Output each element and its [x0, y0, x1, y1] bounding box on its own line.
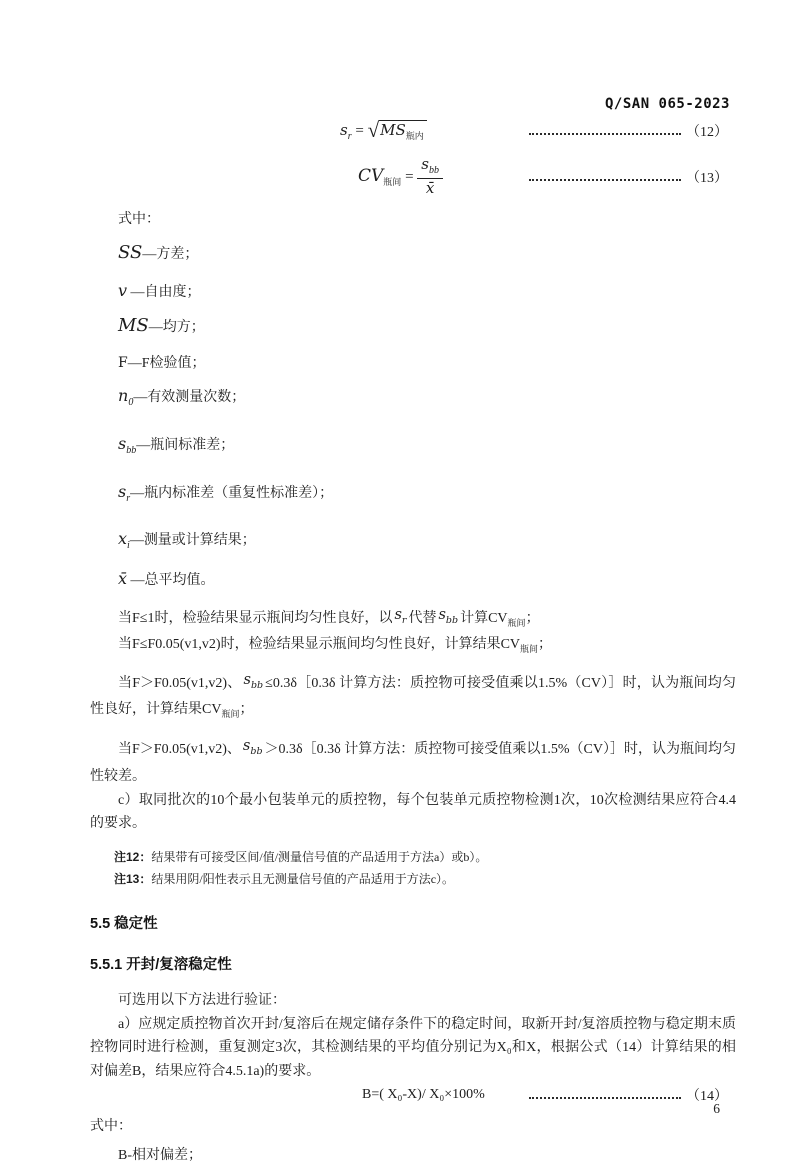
- dash: —: [130, 485, 145, 501]
- symbol-sbb-inline: $s_{bb}$: [243, 671, 264, 691]
- para-f-gt-good: [90, 670, 736, 723]
- symbol-SS: SS: [118, 242, 143, 263]
- text: 当F＞F0.05(v1,v2)、: [118, 742, 241, 758]
- subscript-between-bottle: 瓶间: [507, 617, 526, 628]
- doc-code: Q/SAN 065-2023: [604, 96, 730, 112]
- subscript-r: r: [347, 131, 352, 142]
- section-heading-5-5: 5.5 稳定性: [90, 916, 158, 933]
- definition-v: [118, 281, 736, 301]
- symbol-sbb: s: [118, 433, 127, 453]
- text: ；: [538, 637, 553, 653]
- para-f-le-f005: [90, 632, 736, 657]
- text: ＞0.3δ［0.3δ 计算方法：质控物可接受值乘以1.5%（CV）］时，认为瓶间均匀性较差。: [90, 742, 736, 784]
- subscript-i: i: [127, 540, 130, 552]
- text: ；: [525, 611, 540, 627]
- symbol-MS: MS: [118, 315, 149, 336]
- text: 当F＞F0.05(v1,v2)、: [118, 675, 242, 691]
- para-item-a: a）应规定质控物首次开封/复溶后在规定储存条件下的稳定时间，取新开封/复溶质控物与稳定期末质控物同时进行检测，重复测定3次，其检测结果的平均值分别记为X₀和X，根据公式（14）计算结果的相对偏差B，结果应符合4.5.1a)的要求。: [90, 1016, 736, 1079]
- text: 代替: [408, 611, 437, 627]
- subscript-bb: bb: [428, 165, 439, 176]
- para-f-gt-poor: [90, 736, 736, 789]
- fraction-numerator: [417, 157, 443, 179]
- dash: —: [127, 356, 142, 371]
- subscript-0: 0: [128, 396, 134, 408]
- note-13-label: 注13：: [114, 871, 152, 886]
- dash: —: [130, 285, 145, 300]
- symbol-n0: n: [118, 386, 129, 405]
- symbol-sbb-inline: $s_{bb}$: [242, 738, 263, 758]
- dash: —: [142, 247, 157, 262]
- para-stability-intro: 可选用以下方法进行验证：: [118, 993, 286, 1009]
- formula-13: [358, 157, 443, 196]
- subscript-between-bottle: 瓶间: [221, 708, 240, 719]
- definition-F: [118, 352, 736, 372]
- definition-text: 自由度；: [144, 285, 201, 300]
- dash: —: [130, 573, 145, 589]
- dot-leader: [529, 133, 681, 135]
- subscript-between-bottle: 瓶间: [520, 644, 539, 655]
- definition-MS: [118, 315, 736, 336]
- symbol-F: F: [118, 355, 128, 371]
- note-12: [114, 847, 736, 869]
- formula-14: B=( X₀-X)/ X₀×100%: [362, 1087, 485, 1103]
- definition-text: 方差；: [156, 247, 199, 262]
- definition-text: 瓶间标准差；: [150, 437, 235, 453]
- dot-leader: [529, 1097, 681, 1099]
- definition-text: F检验值；: [141, 356, 206, 371]
- note-12-text: 结果带有可接受区间/值/测量信号值的产品适用于方法a）或b）。: [151, 850, 488, 865]
- symbol-s: s: [340, 121, 348, 139]
- formula-12-row: [90, 118, 736, 143]
- subscript-between-bottle: 瓶间: [383, 177, 402, 187]
- formula-13-number: （13）: [686, 170, 728, 186]
- radicand: [379, 120, 427, 142]
- dot-leader: [529, 179, 681, 181]
- section-heading-5-5-1: 5.5.1 开封/复溶稳定性: [90, 957, 232, 974]
- fraction: [417, 157, 443, 196]
- page-number: 6: [713, 1101, 720, 1116]
- definition-xbar: [118, 569, 736, 589]
- where-label-2: 式中：: [90, 1119, 132, 1135]
- definition-n0: [118, 386, 736, 408]
- formula-13-row: [90, 157, 736, 196]
- text: 计算CV: [460, 611, 508, 627]
- definition-text: 测量或计算结果；: [143, 533, 256, 549]
- radical-sign: √: [367, 118, 380, 142]
- dash: —: [136, 437, 151, 453]
- symbol-s: s: [421, 155, 429, 173]
- definition-sr: [118, 482, 736, 504]
- symbol-xbar: x̄: [118, 569, 128, 589]
- note-13: [114, 869, 736, 891]
- definition-sbb: [118, 434, 736, 456]
- where-label: 式中：: [118, 212, 160, 227]
- fraction-denominator: x̄: [425, 179, 435, 197]
- symbol-CV: CV: [358, 166, 384, 186]
- symbol-v: v: [118, 281, 128, 300]
- formula-12-number: （12）: [686, 124, 728, 140]
- text: ；: [239, 702, 254, 717]
- equals-sign: =: [355, 123, 364, 139]
- definition-text: 均方；: [162, 320, 205, 335]
- symbol-sr-inline: $s_r$: [394, 607, 407, 627]
- symbol-sr: s: [118, 481, 127, 501]
- definition-text: 总平均值。: [144, 573, 215, 589]
- text: 当F≤1时，检验结果显示瓶间均匀性良好，以: [118, 611, 393, 627]
- text: ≤0.3δ［0.3δ 计算方法：质控物可接受值乘以1.5%（CV）］时，认为瓶间均匀性良好，计算结果CV: [90, 675, 736, 717]
- definition-B: B-相对偏差；: [118, 1148, 202, 1164]
- note-13-text: 结果用阴/阳性表示且无测量信号值的产品适用于方法c）。: [151, 871, 455, 886]
- definition-text: 有效测量次数；: [147, 390, 246, 405]
- symbol-MS: MS: [380, 121, 406, 139]
- dash: —: [148, 320, 163, 335]
- subscript-r: r: [126, 492, 131, 504]
- subscript-within-bottle: 瓶内: [405, 131, 424, 141]
- para-item-c: c）取同批次的10个最小包装单元的质控物，每个包装单元质控物检测1次，10次检测结果应符合4.4的要求。: [90, 793, 736, 832]
- formula-14-row: [90, 1085, 736, 1105]
- formula-14-number: （14）: [686, 1089, 728, 1105]
- symbol-sbb-inline: $s_{bb}$: [438, 607, 459, 627]
- symbol-xi: x: [118, 529, 128, 549]
- text: 当F≤F0.05(v1,v2)时，检验结果显示瓶间均匀性良好，计算结果CV: [118, 637, 521, 653]
- subscript-bb: bb: [126, 444, 137, 456]
- equals-sign: =: [405, 169, 414, 185]
- definition-SS: [118, 242, 736, 263]
- dash: —: [129, 533, 144, 549]
- definition-xi: [118, 529, 736, 551]
- note-12-label: 注12：: [114, 850, 152, 865]
- formula-12: [340, 118, 427, 143]
- para-f-le-1: [90, 605, 736, 632]
- definition-text: 瓶内标准差（重复性标准差）；: [144, 485, 334, 501]
- dash: —: [133, 390, 148, 405]
